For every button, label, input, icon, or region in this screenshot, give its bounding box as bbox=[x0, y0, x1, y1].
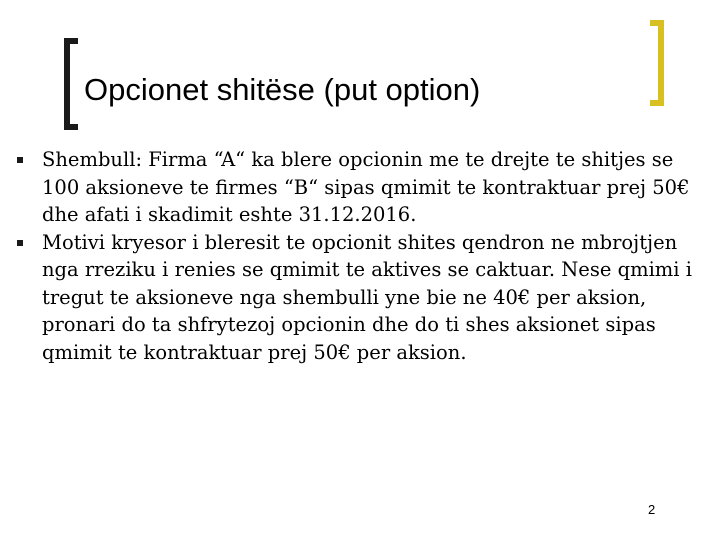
slide-title: Opcionet shitëse (put option) bbox=[84, 72, 481, 107]
page-number: 2 bbox=[648, 502, 656, 517]
title-bracket-right-decoration bbox=[650, 20, 664, 106]
square-bullet-icon bbox=[17, 240, 23, 246]
bullet-list bbox=[0, 146, 720, 366]
bullet-item-example bbox=[0, 146, 720, 229]
bullet-item-motive bbox=[0, 229, 720, 367]
bullet-text: Motivi kryesor i bleresit te opcionit shites qendron ne mbrojtjen nga rreziku i renies se qmimit te aktives se caktuar. Nese qmimi i tregut te aksioneve nga shembulli yne bie ne 40€ per aksion, pronari do ta shfrytezoj opcionin dhe do ti shes aksionet sipas qmimit te kontraktuar prej 50€ per aksion. bbox=[42, 230, 692, 364]
bullet-text: Shembull: Firma “A“ ka blere opcionin me te drejte te shitjes se 100 aksioneve te firmes “B“ sipas qmimit te kontraktuar prej 50€ dhe afati i skadimit eshte 31.12.2016. bbox=[42, 148, 690, 226]
square-bullet-icon bbox=[17, 157, 23, 163]
title-bracket-left-decoration bbox=[64, 38, 78, 130]
